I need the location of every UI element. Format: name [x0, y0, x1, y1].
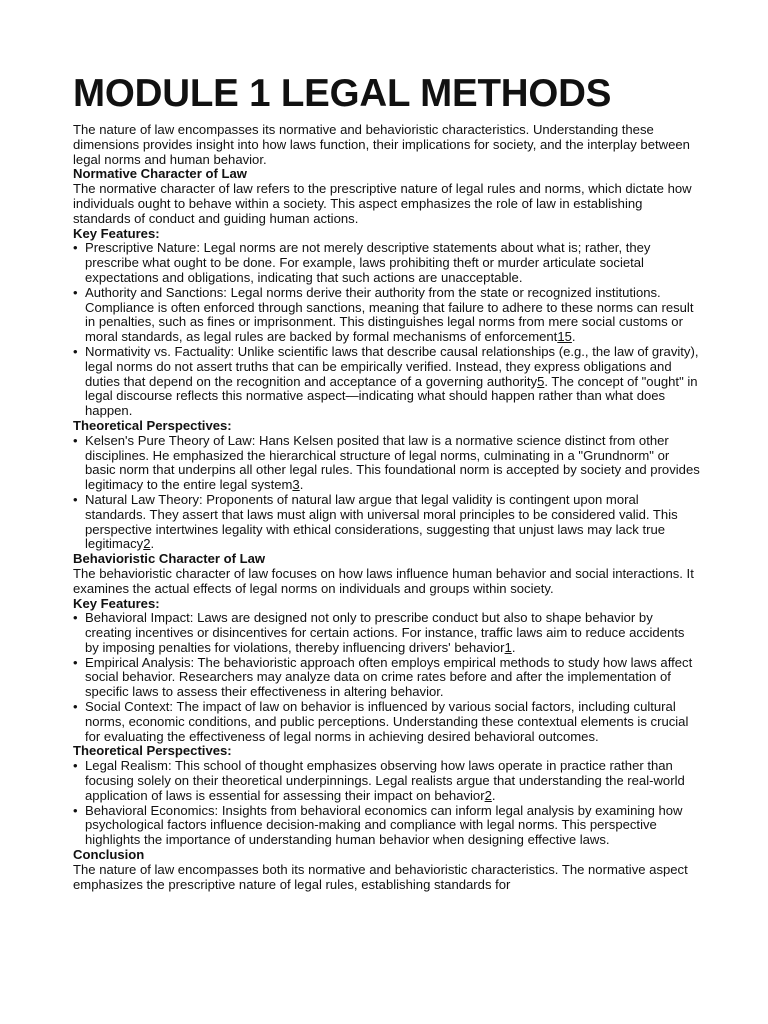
bullet-icon: •	[73, 758, 78, 774]
bullet-icon: •	[73, 654, 78, 670]
bullet-icon: •	[73, 240, 78, 256]
list-item-text: Social Context: The impact of law on behavior is influenced by various social factors, including cultural norms, economic conditions, and public perceptions. Understanding these contextual elements is crucial for evaluating the effectiveness of legal norms in achieving desired behavioral outcomes.	[85, 699, 689, 744]
bullet-icon: •	[73, 284, 78, 300]
page-title: MODULE 1 LEGAL METHODS	[73, 72, 612, 115]
list-item	[73, 286, 701, 345]
list-item	[73, 611, 701, 655]
list-item	[73, 345, 701, 419]
key-features-list	[73, 241, 701, 419]
section-heading: Normative Character of Law	[73, 166, 247, 182]
list-item-text: Natural Law Theory: Proponents of natural law argue that legal validity is contingent upon moral standards. They assert that laws must align with universal moral principles to be considered valid. This perspective intertwines legality with ethical considerations, suggesting that unjust laws may lack true legitimacy	[85, 491, 678, 552]
citation-link[interactable]: 2	[484, 787, 492, 803]
section-paragraph: The normative character of law refers to the prescriptive nature of legal rules and norms, which dictate how individuals ought to behave within a society. This aspect emphasizes the role of law in establishing standards of conduct and guiding human actions.	[73, 181, 692, 226]
list-item-text: Prescriptive Nature: Legal norms are not merely descriptive statements about what is; rather, they prescribe what ought to be done. For example, laws prohibiting theft or murder articulate societal expectations and obligations, indicating that such actions are unacceptable.	[85, 240, 651, 285]
intro-paragraph: The nature of law encompasses its normative and behavioristic characteristics. Understanding these dimensions provides insight into how laws function, their implications for society, and the interplay between legal norms and human behavior.	[73, 122, 690, 167]
bullet-icon: •	[73, 802, 78, 818]
list-item	[73, 700, 701, 744]
citation-link[interactable]: 5	[537, 373, 545, 389]
citation-link[interactable]: 3	[292, 477, 300, 493]
list-item-tail: .	[150, 536, 155, 552]
bullet-icon: •	[73, 343, 78, 359]
theories-list	[73, 434, 701, 552]
bullet-icon: •	[73, 491, 78, 507]
section-heading: Behavioristic Character of Law	[73, 551, 266, 567]
citation-link[interactable]: 1	[504, 639, 512, 655]
theories-list	[73, 759, 701, 848]
citation-link[interactable]: 15	[557, 329, 572, 345]
list-item	[73, 434, 701, 493]
citation-link[interactable]: 2	[143, 536, 151, 552]
list-item-tail: .	[511, 639, 516, 655]
list-item	[73, 241, 701, 285]
list-item-tail: .	[491, 787, 496, 803]
conclusion-paragraph: The nature of law encompasses both its normative and behavioristic characteristics. The normative aspect emphasizes the prescriptive nature of legal rules, establishing standards for	[73, 861, 688, 892]
bullet-icon: •	[73, 432, 78, 448]
list-item	[73, 656, 701, 700]
conclusion-heading: Conclusion	[73, 847, 145, 863]
theory-heading: Theoretical Perspectives:	[73, 743, 232, 759]
document-page	[73, 66, 701, 892]
list-item-text: Legal Realism: This school of thought emphasizes observing how laws operate in practice rather than focusing solely on their theoretical underpinnings. Legal realists argue that understanding the real-world application of laws is essential for assessing their impact on behavior	[85, 758, 685, 803]
list-item-tail: .	[571, 329, 576, 345]
list-item-tail: .	[299, 477, 304, 493]
list-item	[73, 804, 701, 848]
list-item-text: Empirical Analysis: The behavioristic approach often employs empirical methods to study how laws affect social behavior. Researchers may analyze data on crime rates before and after the implementation of specific laws to assess their effectiveness in altering behavior.	[85, 654, 693, 700]
list-item-text: Kelsen's Pure Theory of Law: Hans Kelsen posited that law is a normative science distinct from other disciplines. He emphasized the hierarchical structure of legal norms, culminating in a "Grundnorm" or basic norm that underpins all other legal rules. This foundational norm is accepted by society and provides legitimacy to the entire legal system	[85, 432, 700, 493]
list-item	[73, 493, 701, 552]
key-features-heading: Key Features:	[73, 225, 160, 241]
key-features-heading: Key Features:	[73, 595, 160, 611]
section-paragraph: The behavioristic character of law focuses on how laws influence human behavior and social interactions. It examines the actual effects of legal norms on individuals and groups within society.	[73, 565, 694, 596]
list-item	[73, 759, 701, 803]
behavioristic-section	[73, 552, 701, 848]
bullet-icon: •	[73, 699, 78, 715]
theory-heading: Theoretical Perspectives:	[73, 417, 232, 433]
bullet-icon: •	[73, 610, 78, 626]
list-item-text: Authority and Sanctions: Legal norms derive their authority from the state or recognized institutions. Compliance is often enforced through sanctions, meaning that failure to adhere to these norms can result in penalties, such as fines or imprisonment. This distinguishes legal norms from mere social customs or moral standards, as legal rules are backed by formal mechanisms of enforcement	[85, 284, 694, 345]
list-item-text: Behavioral Impact: Laws are designed not only to prescribe conduct but also to shape behavior by creating incentives or disincentives for certain actions. For instance, traffic laws aim to reduce accidents by imposing penalties for violations, thereby influencing drivers' behavior	[85, 610, 685, 655]
list-item-text: Normativity vs. Factuality: Unlike scientific laws that describe causal relationships (e.g., the law of gravity), legal norms do not assert truths that can be empirically verified. Instead, they express obligations and duties that depend on the recognition and acceptance of a governing authority	[85, 343, 699, 389]
key-features-list	[73, 611, 701, 744]
normative-section	[73, 167, 701, 552]
list-item-text: Behavioral Economics: Insights from behavioral economics can inform legal analysis by examining how psychological factors influence decision-making and compliance with legal norms. This perspective highlights the importance of understanding human behavior when designing effective laws.	[85, 802, 683, 848]
list-item-tail: . The concept of "ought" in legal discourse reflects this normative aspect—indicating what should happen rather than what does happen.	[85, 373, 698, 419]
